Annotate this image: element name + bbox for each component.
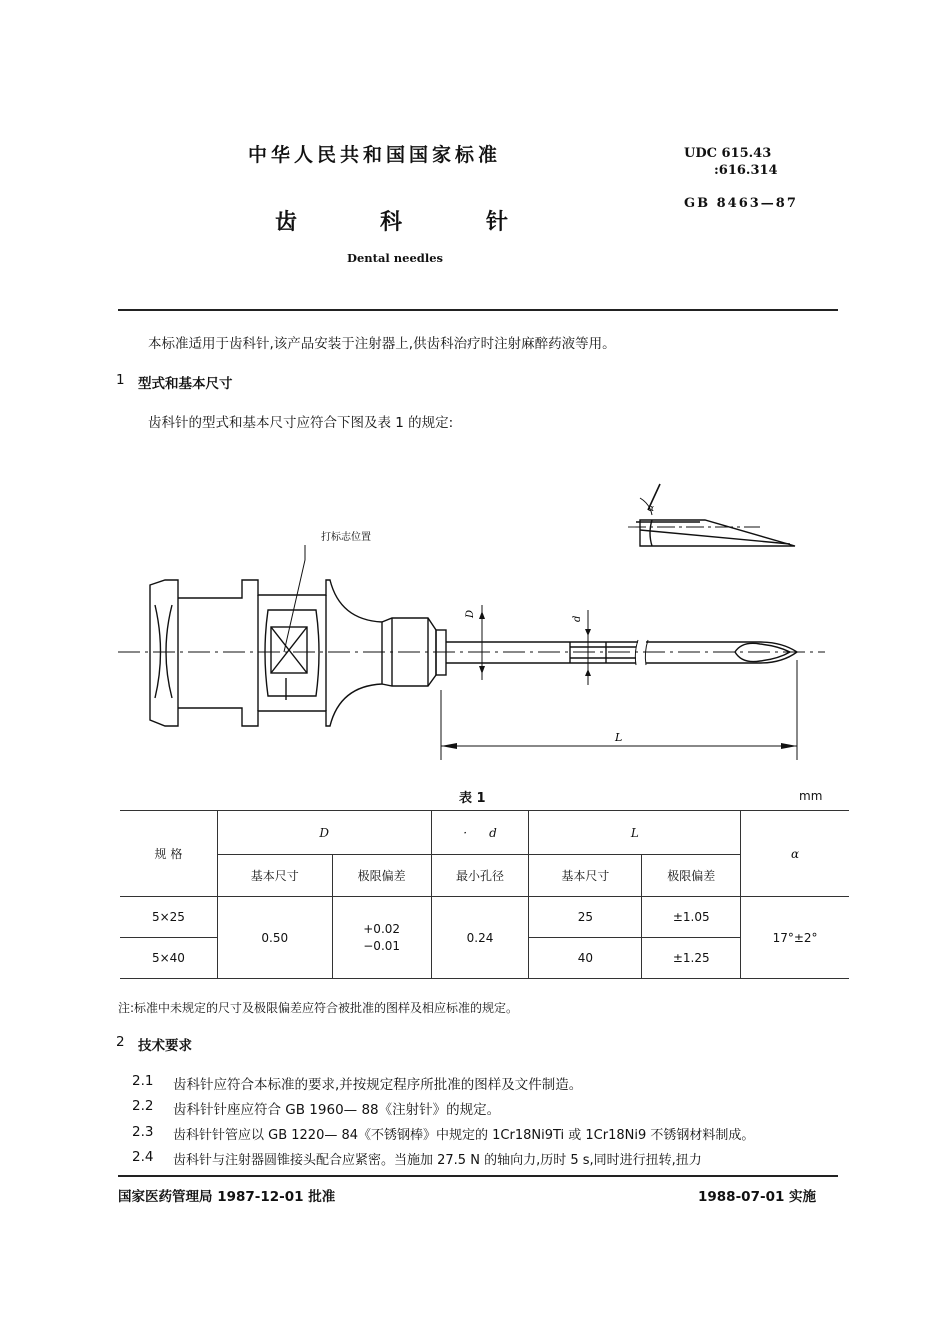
section1-body: 齿科针的型式和基本尺寸应符合下图及表 1 的规定: <box>148 415 454 431</box>
sub-D-basic: 基本尺寸 <box>217 855 332 897</box>
footer-effective: 1988-07-01 实施 <box>698 1189 817 1205</box>
header-d-label: d <box>489 825 497 840</box>
sub-d-min: 最小孔径 <box>431 855 529 897</box>
label-D: D <box>465 609 476 618</box>
D-tol-plus: +0.02 <box>363 921 401 936</box>
header-D: D <box>217 811 431 855</box>
label-alpha: α <box>648 504 655 514</box>
table-note: 注:标准中未规定的尺寸及极限偏差应符合被批准的图样及相应标准的规定。 <box>118 1001 519 1015</box>
header-alpha: α <box>741 811 849 897</box>
alpha-value: 17°±2° <box>741 897 849 979</box>
header-rule <box>118 309 838 311</box>
item-2-2-num: 2.2 <box>132 1098 154 1114</box>
item-2-1-text: 齿科针应符合本标准的要求,并按规定程序所批准的图样及文件制造。 <box>173 1077 583 1093</box>
label-mark-position: 打标志位置 <box>321 532 371 543</box>
label-L: L <box>615 731 623 744</box>
needle-drawing <box>0 470 950 800</box>
item-2-4-num: 2.4 <box>132 1149 154 1165</box>
footer-approval: 国家医药管理局 1987-12-01 批准 <box>118 1189 336 1205</box>
item-2-1-num: 2.1 <box>132 1073 154 1089</box>
table-unit: mm <box>799 789 823 803</box>
row2-L-basic: 40 <box>529 938 642 979</box>
D-tol-value <box>332 897 431 979</box>
title-char-3: 针 <box>486 210 509 235</box>
row2-spec: 5×40 <box>120 938 217 979</box>
header-d-dot: · <box>463 825 468 840</box>
sub-L-basic: 基本尺寸 <box>529 855 642 897</box>
header-spec: 规 格 <box>120 811 217 897</box>
hub-flange <box>150 580 178 726</box>
item-2-4-text: 齿科针与注射器圆锥接头配合应紧密。当施加 27.5 N 的轴向力,历时 5 s,同时进行扭转,扭力 <box>173 1153 702 1168</box>
section1-heading: 型式和基本尺寸 <box>138 376 233 392</box>
item-2-2-text: 齿科针针座应符合 GB 1960— 88《注射针》的规定。 <box>173 1102 501 1118</box>
D-tol-minus: −0.01 <box>363 938 401 953</box>
footer-rule <box>118 1175 838 1177</box>
D-basic-value: 0.50 <box>217 897 332 979</box>
section1-number: 1 <box>116 372 125 388</box>
label-d: d <box>572 615 583 622</box>
section2-heading: 技术要求 <box>138 1038 192 1054</box>
sub-L-tol: 极限偏差 <box>642 855 741 897</box>
intro-paragraph: 本标准适用于齿科针,该产品安装于注射器上,供齿科治疗时注射麻醉药液等用。 <box>148 336 616 352</box>
udc-line-2: :616.314 <box>714 163 778 178</box>
title-char-2: 科 <box>380 210 403 235</box>
gb-number: GB 8463—87 <box>684 196 798 211</box>
org-title: 中华人民共和国国家标准 <box>248 144 502 166</box>
section2-number: 2 <box>116 1034 125 1050</box>
row2-L-tol: ±1.25 <box>642 938 741 979</box>
item-2-3-text: 齿科针针管应以 GB 1220— 84《不锈钢棒》中规定的 1Cr18Ni9Ti 或 1Cr18Ni9 不锈钢材料制成。 <box>173 1128 755 1143</box>
header-d <box>431 811 529 855</box>
row1-L-basic: 25 <box>529 897 642 938</box>
udc-line-1: UDC 615.43 <box>684 146 772 161</box>
dimension-table <box>120 810 849 979</box>
row1-spec: 5×25 <box>120 897 217 938</box>
header-L: L <box>529 811 741 855</box>
d-min-value: 0.24 <box>431 897 529 979</box>
table-caption: 表 1 <box>459 791 486 806</box>
hub-body <box>178 580 382 726</box>
title-char-1: 齿 <box>275 210 298 235</box>
row1-L-tol: ±1.05 <box>642 897 741 938</box>
sub-D-tol: 极限偏差 <box>332 855 431 897</box>
title-english: Dental needles <box>347 251 443 265</box>
item-2-3-num: 2.3 <box>132 1124 154 1140</box>
